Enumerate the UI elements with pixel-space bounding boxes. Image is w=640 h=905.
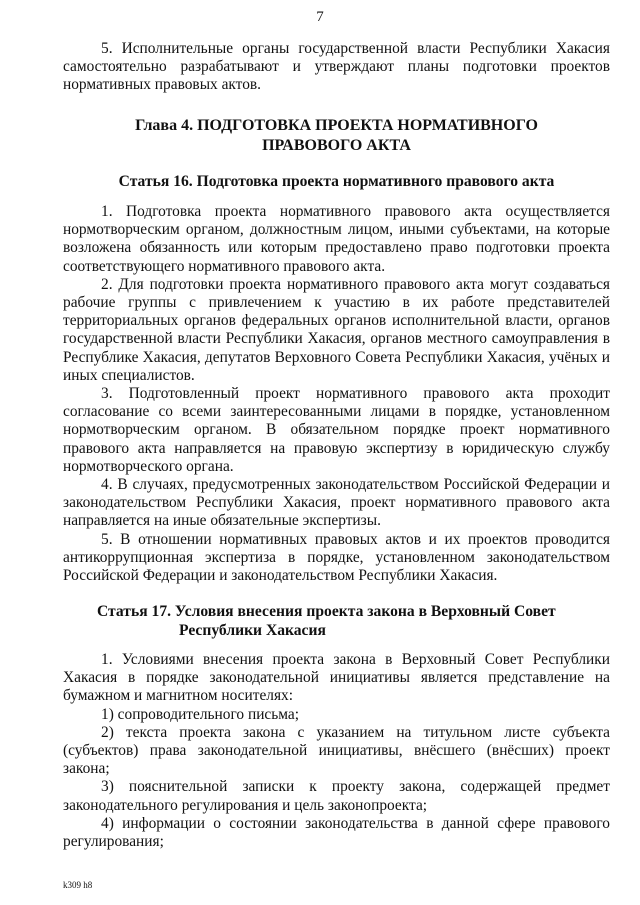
article17-title-line1: Статья 17. Условия внесения проекта закона в Верховный Совет xyxy=(97,603,556,620)
article17-paragraph: 1. Условиями внесения проекта закона в Верховный Совет Республики Хакасия в порядке законодательной инициативы является представление на бумажном и магнитном носителях: xyxy=(63,651,610,705)
chapter-title-line1: Глава 4. ПОДГОТОВКА ПРОЕКТА НОРМАТИВНОГО xyxy=(135,117,538,134)
article16-paragraph: 5. В отношении нормативных правовых актов и их проектов проводится антикоррупционная экспертиза в порядке, установленном законодательством Российской Федерации и законодательством Республики Хакасия. xyxy=(63,530,610,585)
article16-paragraph: 1. Подготовка проекта нормативного правового акта осуществляется нормотворческим органом, должностным лицом, иными субъектами, на которые возложена обязанность или которым предоставлено право подготовки проекта соответствующего нормативного правового акта. xyxy=(63,203,610,275)
chapter-title xyxy=(63,116,610,155)
intro-block xyxy=(63,40,610,95)
article17-title-line2: Республики Хакасия xyxy=(179,622,326,639)
article17-paragraph: 4) информации о состоянии законодательства в данной сфере правового регулирования; xyxy=(63,814,610,851)
article17-paragraph: 2) текста проекта закона с указанием на титульном листе субъекта (субъектов) права законодательной инициативы, внёсшего (внёсших) проект закона; xyxy=(63,723,610,778)
article17-paragraph: 3) пояснительной записки к проекту закона, содержащей предмет законодательного регулирования и цель законопроекта; xyxy=(63,778,610,814)
article16-paragraph: 2. Для подготовки проекта нормативного правового акта могут создаваться рабочие группы с привлечением к участию в их работе представителей территориальных органов федеральных органов исполнительной власти, органов государственной власти Республики Хакасия, органов местного самоуправления в Республике Хакасия, депутатов Верховного Совета Республики Хакасия, учёных и иных специалистов. xyxy=(63,275,610,384)
footer-code: k309 h8 xyxy=(63,880,93,890)
article17-body xyxy=(63,651,610,851)
article16-paragraph: 3. Подготовленный проект нормативного правового акта проходит согласование со всеми заинтересованными лицами в порядке, установленном нормотворческим органом. В обязательном порядке проект нормативного правового акта направляется на правовую экспертизу в юридическую службу нормотворческого органа. xyxy=(63,385,610,475)
intro-paragraph: 5. Исполнительные органы государственной власти Республики Хакасия самостоятельно разрабатывают и утверждают планы подготовки проектов нормативных правовых актов. xyxy=(63,40,610,94)
article16-title: Статья 16. Подготовка проекта нормативного правового акта xyxy=(118,173,555,190)
article16-paragraph: 4. В случаях, предусмотренных законодательством Российской Федерации и законодательством Республики Хакасия, проект нормативного правового акта направляется на иные обязательные экспертизы. xyxy=(63,476,610,530)
article17-title xyxy=(63,602,640,640)
chapter-title-line2: ПРАВОВОГО АКТА xyxy=(262,136,411,154)
article17-paragraph: 1) сопроводительного письма; xyxy=(101,705,300,723)
page-number: 7 xyxy=(316,9,324,25)
article16-body xyxy=(63,203,610,585)
